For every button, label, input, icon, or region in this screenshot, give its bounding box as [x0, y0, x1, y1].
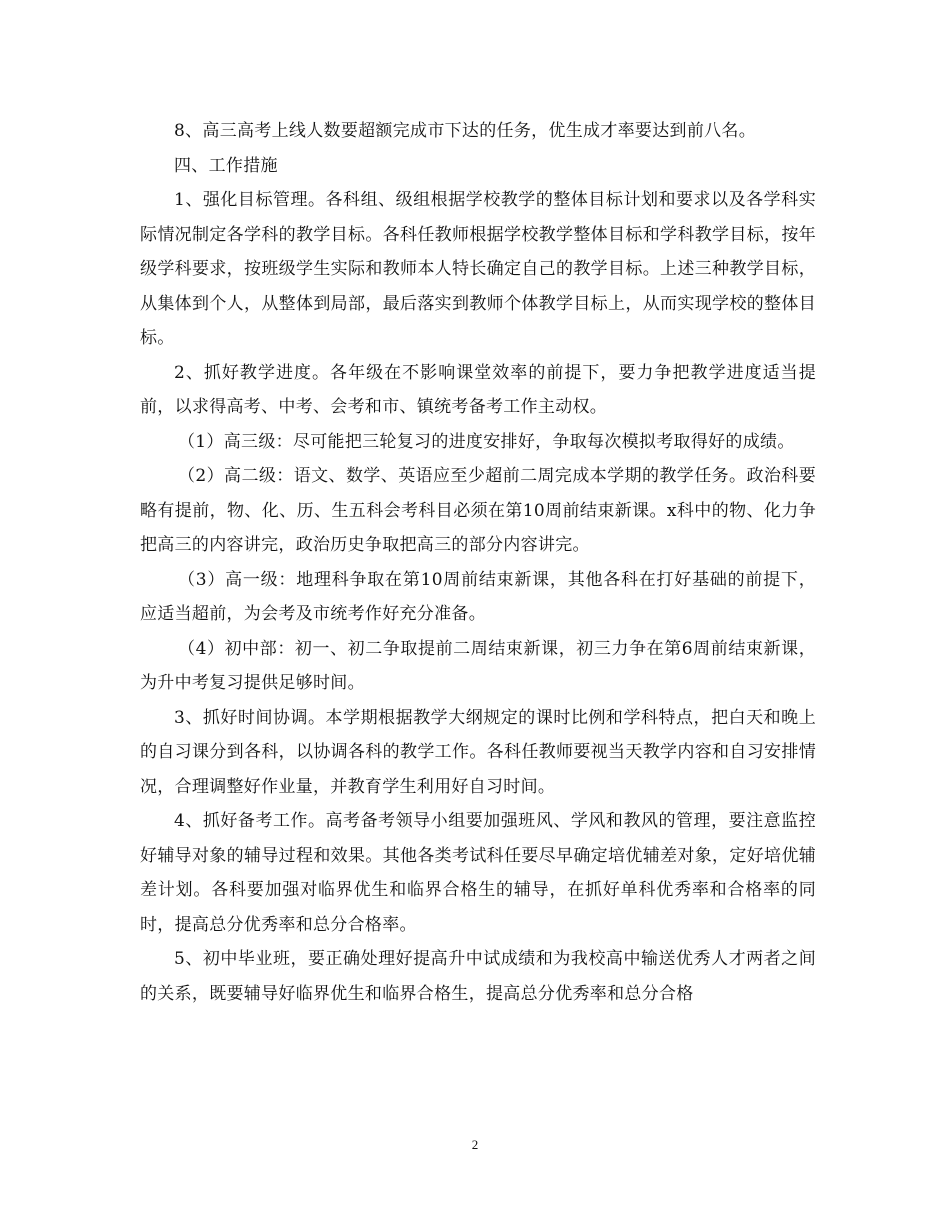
- paragraph-measure-5: 5、初中毕业班，要正确处理好提高升中试成绩和为我校高中输送优秀人才两者之间的关系，既要辅导好临界优生和临界合格生，提高总分优秀率和总分合格: [140, 949, 816, 1004]
- section-heading-work-measures: 四、工作措施: [174, 155, 278, 176]
- paragraph-measure-2-item-3: （3）高一级：地理科争取在第10周前结束新课，其他各科在打好基础的前提下，应适当超前，为会考及市统考作好充分准备。: [140, 569, 816, 624]
- paragraph-measure-2-item-1: （1）高三级：尽可能把三轮复习的进度安排好，争取每次模拟考取得好的成绩。: [178, 431, 795, 452]
- paragraph-measure-4: 4、抓好备考工作。高考备考领导小组要加强班风、学风和教风的管理，要注意监控好辅导对象的辅导过程和效果。其他各类考试科任要尽早确定培优辅差对象，定好培优辅差计划。各科要加强对临界优生和临界合格生的辅导，在抓好单科优秀率和合格率的同时，提高总分优秀率和总分合格率。: [140, 811, 816, 935]
- page-number: 2: [471, 1137, 479, 1152]
- paragraph-measure-2-item-2: （2）高二级：语文、数学、英语应至少超前二周完成本学期的教学任务。政治科要略有提前，物、化、历、生五科会考科目必须在第10周前结束新课。x科中的物、化力争把高三的内容讲完，政治历史争取把高三的部分内容讲完。: [140, 466, 816, 555]
- paragraph-measure-2: 2、抓好教学进度。各年级在不影响课堂效率的前提下，要力争把教学进度适当提前，以求得高考、中考、会考和市、镇统考备考工作主动权。: [140, 362, 816, 417]
- paragraph-goal-8: 8、高三高考上线人数要超额完成市下达的任务，优生成才率要达到前八名。: [174, 121, 757, 141]
- paragraph-measure-2-item-4: （4）初中部：初一、初二争取提前二周结束新课，初三力争在第6周前结束新课，为升中考复习提供足够时间。: [140, 638, 816, 693]
- paragraph-measure-1: 1、强化目标管理。各科组、级组根据学校教学的整体目标计划和要求以及各学科实际情况制定各学科的教学目标。各科任教师根据学校教学整体目标和学科教学目标，按年级学科要求，按班级学生实际和教师本人特长确定自己的教学目标。上述三种教学目标，从集体到个人，从整体到局部，最后落实到教师个体教学目标上，从而实现学校的整体目标。: [140, 190, 816, 348]
- document-body: [140, 114, 816, 1011]
- paragraph-measure-3: 3、抓好时间协调。本学期根据教学大纲规定的课时比例和学科特点，把白天和晚上的自习课分到各科，以协调各科的教学工作。各科任教师要视当天教学内容和自习安排情况，合理调整好作业量，并教育学生利用好自习时间。: [140, 707, 816, 797]
